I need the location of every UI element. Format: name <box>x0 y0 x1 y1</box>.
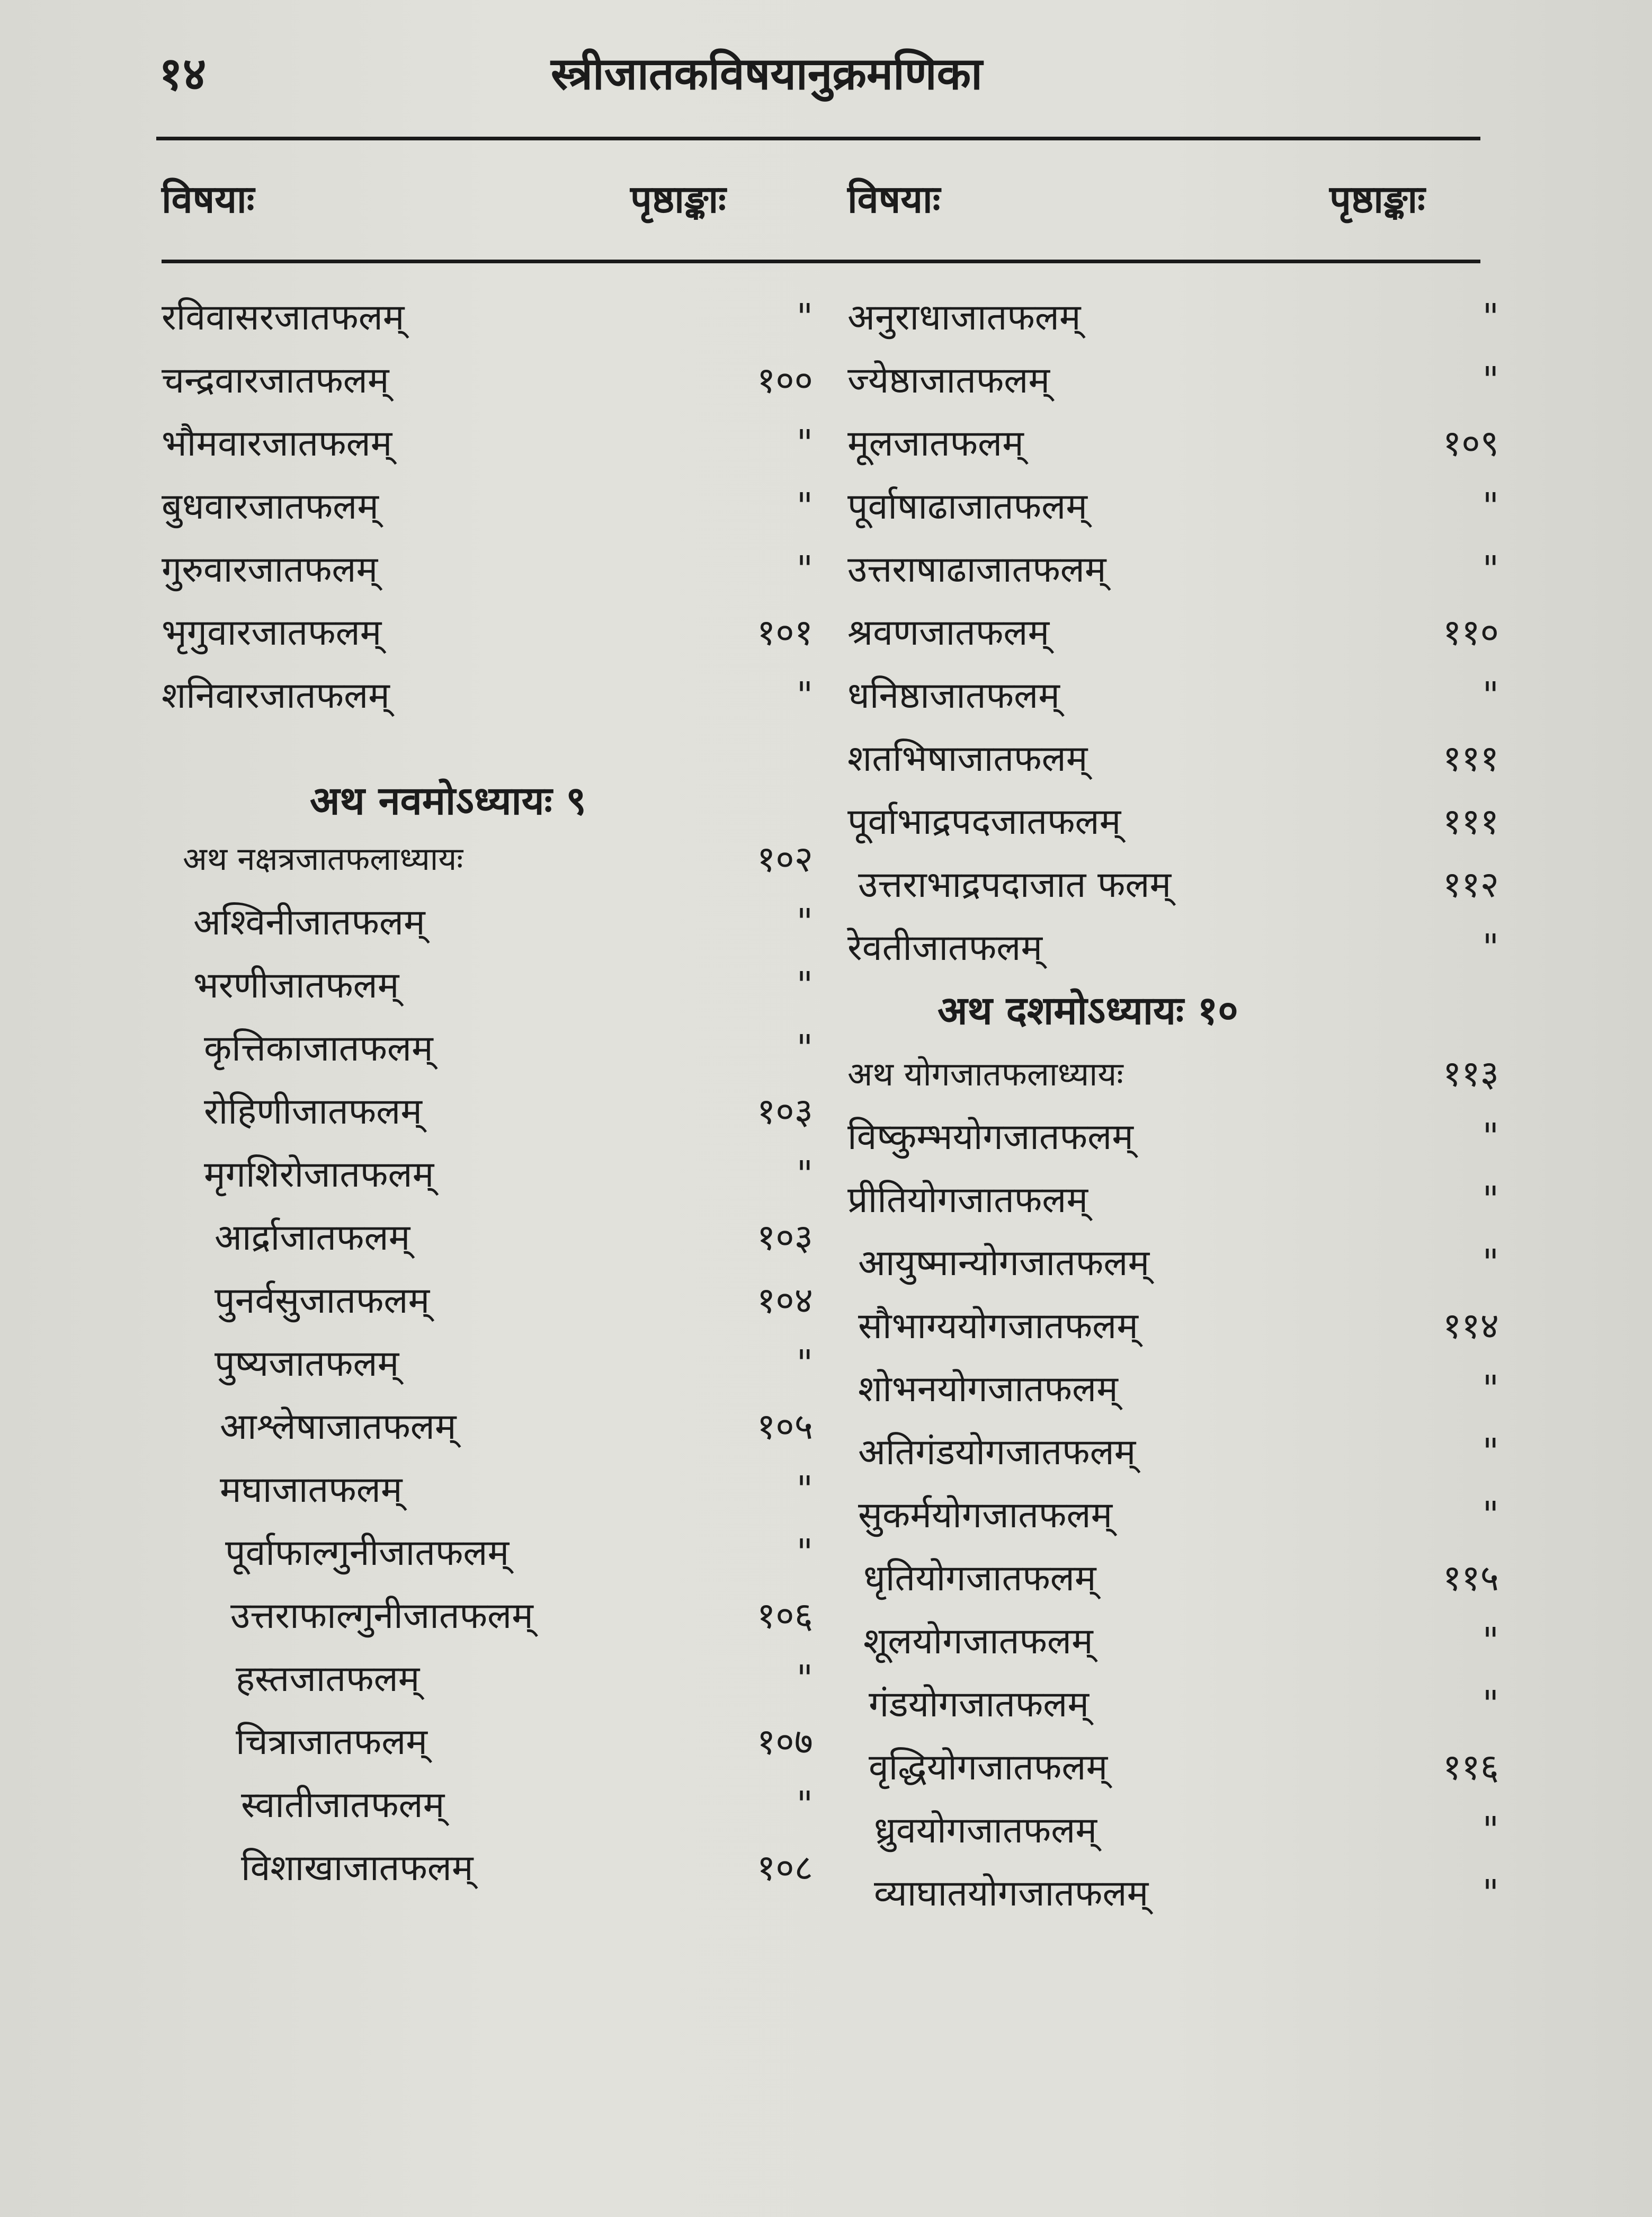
list-item: रोहिणीजातफलम् १०३ <box>204 1091 813 1133</box>
list-item: प्रीतियोगजातफलम् " <box>847 1179 1499 1221</box>
list-item: विष्कुम्भयोगजातफलम् " <box>847 1116 1499 1158</box>
list-item: सौभाग्ययोगजातफलम् ११४ <box>858 1305 1499 1347</box>
list-item: अनुराधाजातफलम् " <box>847 297 1499 339</box>
right-page-header: पृष्ठाङ्काः <box>1329 176 1425 221</box>
list-item: सुकर्मयोगजातफलम् " <box>858 1494 1499 1536</box>
list-item: शतभिषाजातफलम् १११ <box>847 738 1499 780</box>
left-column <box>162 286 813 1900</box>
list-item: कृत्तिकाजातफलम् " <box>204 1028 813 1070</box>
list-item: अथ योगजातफलाध्यायः ११३ <box>847 1053 1499 1095</box>
list-item: स्वातीजातफलम् " <box>241 1784 813 1826</box>
top-rule <box>156 137 1480 140</box>
list-item: शनिवारजातफलम् " <box>162 675 813 717</box>
list-item: हस्तजातफलम् " <box>236 1658 813 1700</box>
running-title: स्त्रीजातकविषयानुक्रमणिका <box>551 47 983 100</box>
list-item: भरणीजातफलम् " <box>193 965 813 1007</box>
list-item: पूर्वाफाल्गुनीजातफलम् " <box>225 1532 813 1574</box>
left-page-header: पृष्ठाङ्काः <box>630 176 726 221</box>
list-item: उत्तराषाढाजातफलम् " <box>847 549 1499 591</box>
list-item: चित्राजातफलम् १०७ <box>236 1721 813 1763</box>
page-number: १४ <box>159 47 207 101</box>
list-item: उत्तराभाद्रपदाजात फलम् ११२ <box>858 864 1499 906</box>
chapter-heading: अथ दशमोऽध्यायः १० <box>937 988 1238 1034</box>
list-item: पुष्यजातफलम् " <box>215 1343 813 1385</box>
list-item: ज्येष्ठाजातफलम् " <box>847 360 1499 402</box>
list-item: ध्रुवयोगजातफलम् " <box>874 1810 1499 1851</box>
list-item: पूर्वाषाढाजातफलम् " <box>847 486 1499 528</box>
list-item: आश्लेषाजातफलम् १०५ <box>220 1406 813 1448</box>
list-item: बुधवारजातफलम् " <box>162 486 813 528</box>
list-item: आयुष्मान्योगजातफलम् " <box>858 1242 1499 1284</box>
list-item: चन्द्रवारजातफलम् १०० <box>162 360 813 402</box>
right-subject-header: विषयाः <box>847 176 941 221</box>
list-item: भौमवारजातफलम् " <box>162 423 813 465</box>
list-item: भृगुवारजातफलम् १०१ <box>162 612 813 654</box>
list-item: व्याघातयोगजातफलम् " <box>874 1873 1499 1915</box>
list-item: रेवतीजातफलम् " <box>847 927 1499 969</box>
list-item: उत्तराफाल्गुनीजातफलम् १०६ <box>230 1595 813 1637</box>
list-item: अथ नक्षत्रजातफलाध्यायः १०२ <box>183 839 813 880</box>
list-item: गुरुवारजातफलम् " <box>162 549 813 591</box>
list-item: पूर्वाभाद्रपदजातफलम् १११ <box>847 801 1499 843</box>
chapter-heading: अथ नवमोऽध्यायः ९ <box>310 778 586 824</box>
list-item: शूलयोगजातफलम् " <box>863 1621 1499 1662</box>
list-item: श्रवणजातफलम् ११० <box>847 612 1499 654</box>
list-item: मूलजातफलम् १०९ <box>847 423 1499 465</box>
list-item: गंडयोगजातफलम् " <box>869 1684 1499 1725</box>
list-item: रविवासरजातफलम् " <box>162 297 813 339</box>
list-item: मघाजातफलम् " <box>220 1469 813 1511</box>
list-item: वृद्धियोगजातफलम् ११६ <box>869 1747 1499 1788</box>
header-rule <box>162 260 1480 263</box>
list-item: विशाखाजातफलम् १०८ <box>241 1847 813 1889</box>
list-item: शोभनयोगजातफलम् " <box>858 1368 1499 1410</box>
list-item: पुनर्वसुजातफलम् १०४ <box>215 1280 813 1322</box>
list-item: धृतियोगजातफलम् ११५ <box>863 1557 1499 1599</box>
list-item: मृगशिरोजातफलम् " <box>204 1154 813 1196</box>
list-item: धनिष्ठाजातफलम् " <box>847 675 1499 717</box>
left-subject-header: विषयाः <box>162 176 255 221</box>
list-item: अश्विनीजातफलम् " <box>193 902 813 943</box>
list-item: आर्द्राजातफलम् १०३ <box>215 1217 813 1259</box>
right-column <box>847 286 1499 1925</box>
list-item: अतिगंडयोगजातफलम् " <box>858 1431 1499 1473</box>
